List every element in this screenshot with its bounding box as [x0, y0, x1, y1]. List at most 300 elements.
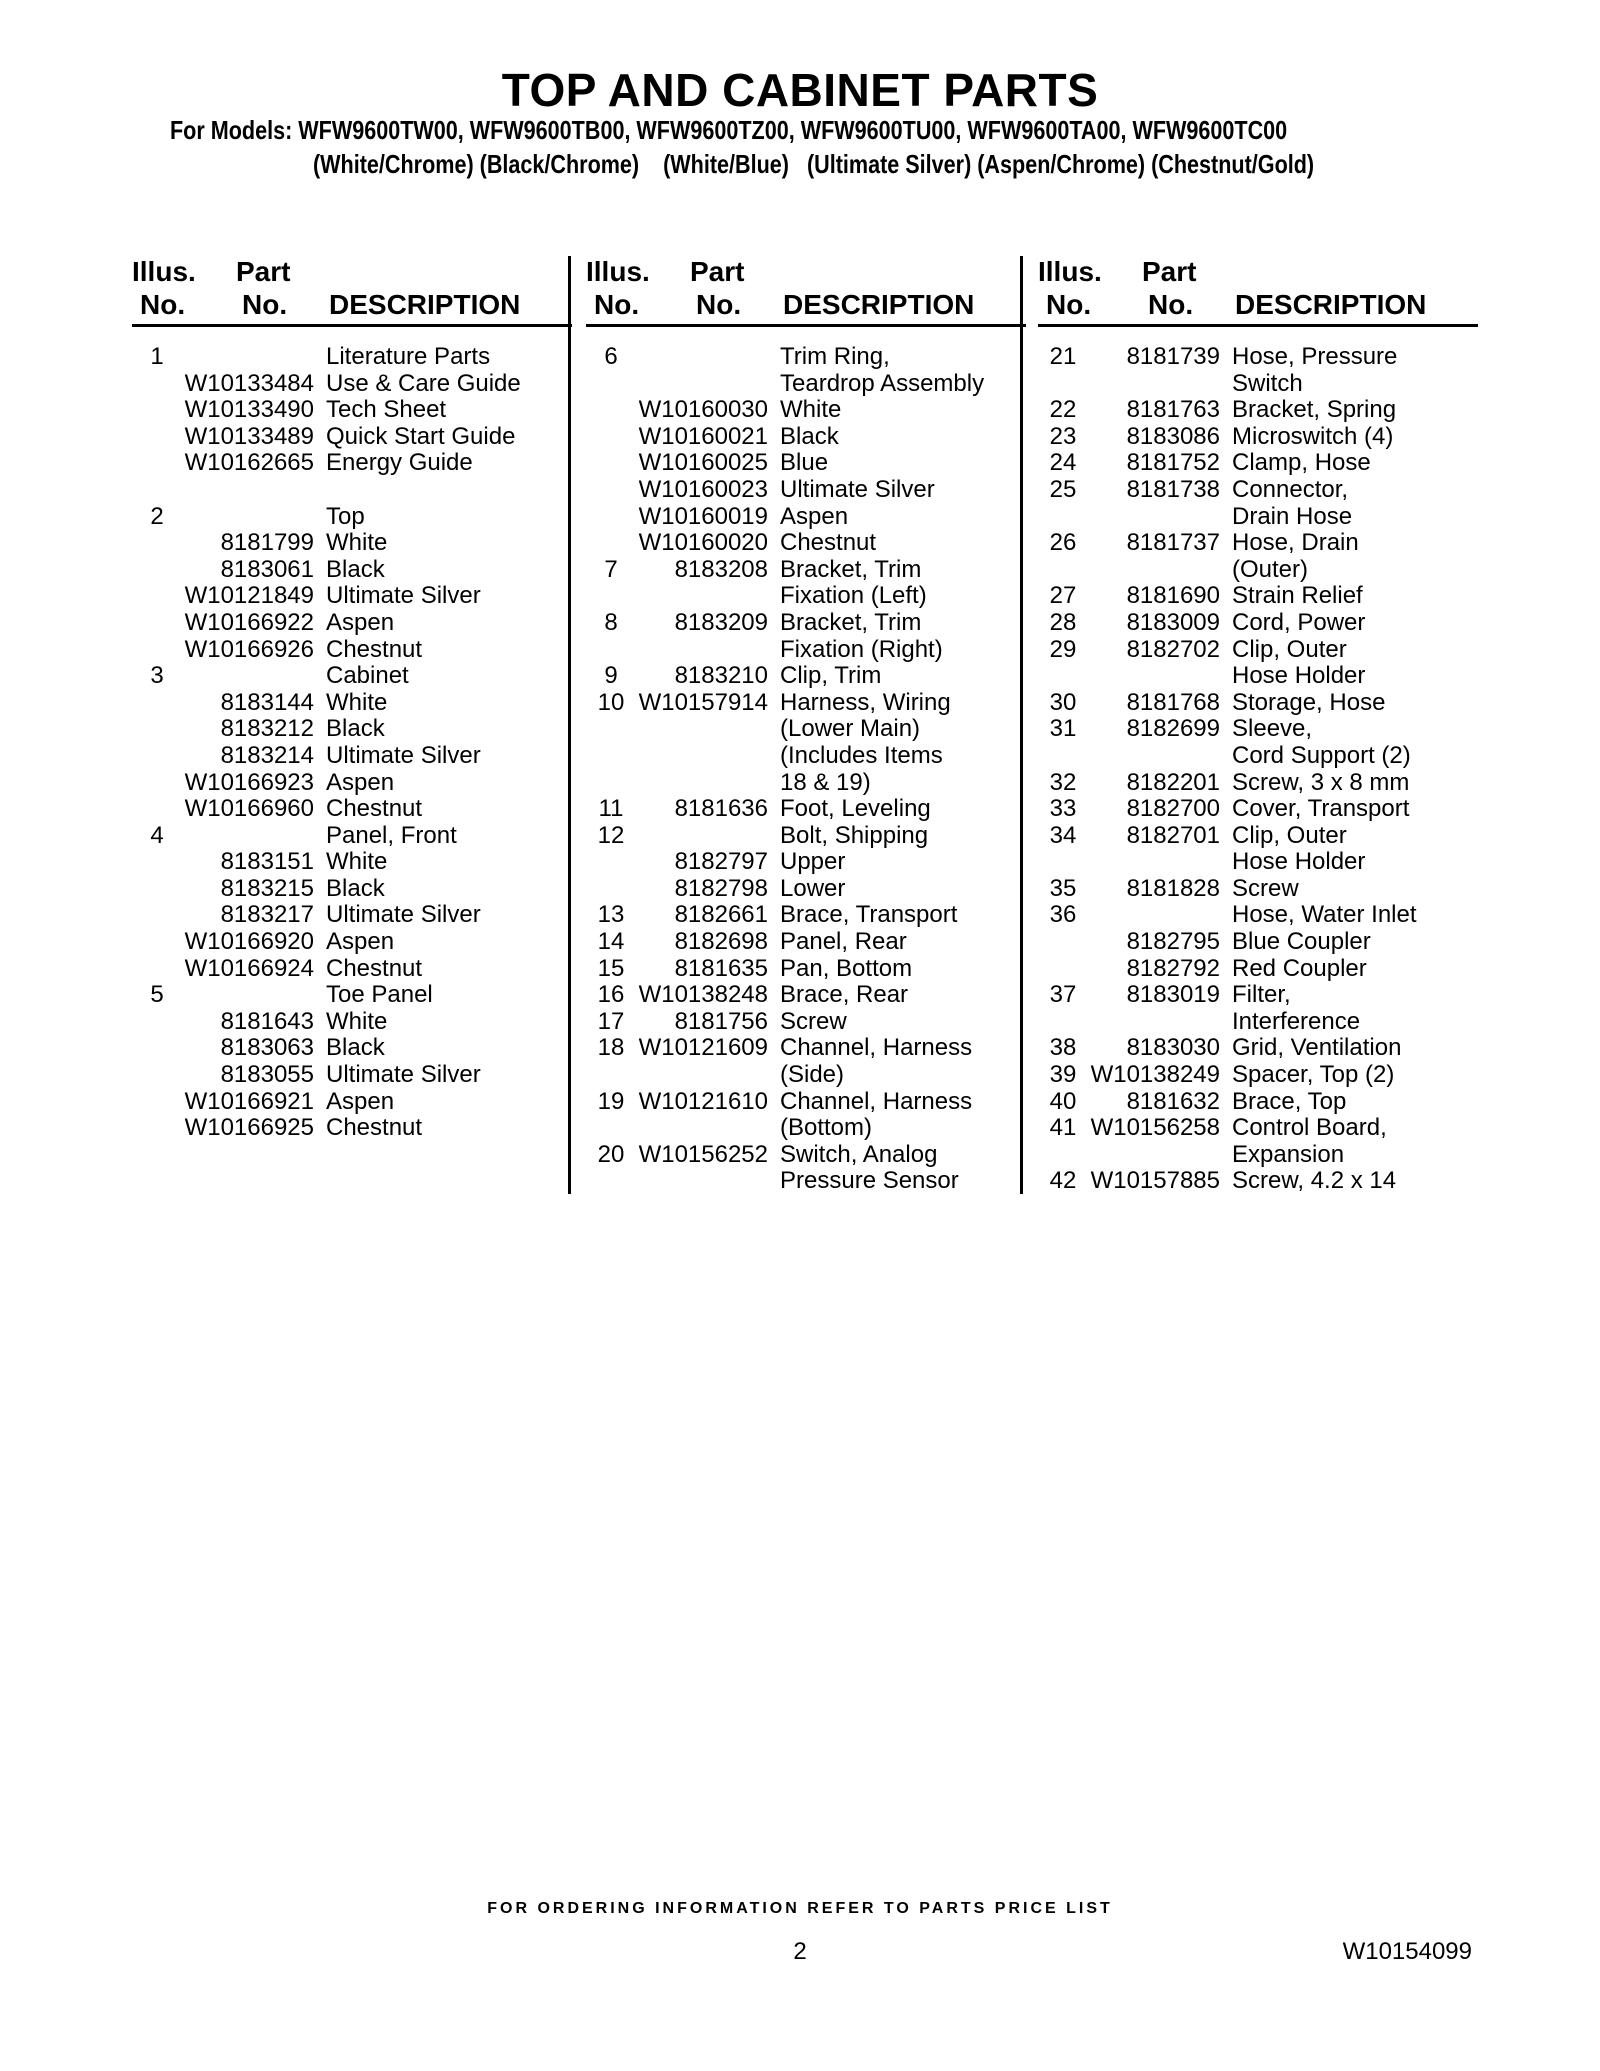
part-row	[132, 557, 572, 584]
illus-number: 2	[150, 502, 164, 530]
illus-number: 29	[1049, 635, 1077, 663]
part-row	[132, 743, 572, 770]
part-number: W10133490	[184, 396, 314, 424]
part-description: Chestnut	[326, 635, 423, 663]
part-row	[1038, 397, 1478, 424]
part-no-header: No.	[696, 289, 742, 320]
part-row	[132, 1062, 572, 1089]
part-number: 8183009	[1126, 608, 1220, 636]
part-number: W10166925	[184, 1114, 314, 1142]
parts-list	[132, 344, 572, 1142]
part-number: 8183030	[1126, 1034, 1220, 1062]
part-header: Part	[236, 256, 291, 287]
part-description: Cabinet	[326, 662, 409, 690]
part-row	[586, 1089, 1026, 1116]
illus-number: 21	[1049, 343, 1077, 370]
part-description: Microswitch (4)	[1232, 422, 1394, 450]
illus-number: 19	[597, 1087, 625, 1115]
part-description: White	[326, 848, 388, 876]
document-number: W10154099	[1342, 1938, 1472, 1965]
part-row	[132, 663, 572, 690]
part-number: W10166923	[184, 768, 314, 796]
part-description: Clip, Outer	[1232, 821, 1347, 849]
part-description: Black	[326, 874, 385, 902]
part-row	[1038, 849, 1478, 876]
part-description: Control Board,	[1232, 1114, 1387, 1142]
part-description: Black	[326, 555, 385, 583]
part-description: Foot, Leveling	[780, 795, 931, 823]
part-no-header: No.	[242, 289, 288, 320]
part-number: W10162665	[184, 449, 314, 477]
part-number: W10160023	[638, 475, 768, 503]
part-description: Black	[326, 715, 385, 743]
part-number: 8183144	[220, 688, 314, 716]
part-description: Top	[326, 502, 365, 530]
part-row	[586, 1115, 1026, 1142]
part-row	[1038, 1062, 1478, 1089]
illus-number: 10	[597, 688, 625, 716]
parts-column-3	[1038, 256, 1478, 1195]
illus-header: Illus.	[586, 256, 650, 287]
part-row	[586, 929, 1026, 956]
part-row	[1038, 1089, 1478, 1116]
part-description: Aspen	[326, 928, 395, 956]
illus-number: 30	[1049, 688, 1077, 716]
illus-no-header: No.	[594, 289, 640, 320]
part-description: Lower	[780, 874, 846, 902]
part-description: Connector,	[1232, 475, 1349, 503]
column-divider	[568, 256, 571, 1194]
part-description: Red Coupler	[1232, 954, 1367, 982]
part-number: W10133484	[184, 369, 314, 397]
part-row	[132, 956, 572, 983]
part-description: Teardrop Assembly	[780, 369, 985, 397]
part-number: W10160021	[638, 422, 768, 450]
part-description: Channel, Harness	[780, 1087, 973, 1115]
part-description: Cord, Power	[1232, 608, 1366, 636]
illus-number: 5	[150, 981, 164, 1009]
part-description: Trim Ring,	[780, 343, 890, 370]
part-row	[586, 637, 1026, 664]
part-number: 8183055	[220, 1061, 314, 1089]
part-number: W10138249	[1090, 1061, 1220, 1089]
illus-number: 16	[597, 981, 625, 1009]
part-row	[586, 716, 1026, 743]
part-number: 8183086	[1126, 422, 1220, 450]
part-description: Screw, 4.2 x 14	[1232, 1167, 1397, 1195]
illus-number: 24	[1049, 449, 1077, 477]
part-number: W10166920	[184, 928, 314, 956]
part-row	[586, 610, 1026, 637]
part-number: 8182795	[1126, 928, 1220, 956]
part-description: Ultimate Silver	[326, 1061, 481, 1089]
part-row	[132, 1009, 572, 1036]
part-description: Aspen	[780, 502, 849, 530]
part-number: 8182798	[674, 874, 768, 902]
part-number: 8182702	[1126, 635, 1220, 663]
part-description: Black	[780, 422, 839, 450]
part-description: Hose Holder	[1232, 662, 1366, 690]
part-number: W10133489	[184, 422, 314, 450]
part-row	[586, 743, 1026, 770]
illus-number: 9	[604, 662, 618, 690]
part-row	[132, 477, 572, 504]
illus-number: 17	[597, 1007, 625, 1035]
part-number: W10138248	[638, 981, 768, 1009]
illus-number: 3	[150, 662, 164, 690]
part-row	[1038, 1035, 1478, 1062]
part-row	[1038, 344, 1478, 371]
part-description: Panel, Front	[326, 821, 457, 849]
part-row	[586, 371, 1026, 398]
ordering-note: FOR ORDERING INFORMATION REFER TO PARTS PRICE LIST	[487, 1900, 1113, 1917]
part-description: Aspen	[326, 1087, 395, 1115]
part-number: W10166921	[184, 1087, 314, 1115]
part-number: W10160020	[638, 529, 768, 557]
part-number: W10166960	[184, 795, 314, 823]
part-row	[1038, 610, 1478, 637]
part-row	[586, 424, 1026, 451]
part-row	[132, 929, 572, 956]
part-description: Black	[326, 1034, 385, 1062]
illus-number: 28	[1049, 608, 1077, 636]
part-row	[1038, 929, 1478, 956]
part-row	[1038, 371, 1478, 398]
illus-number: 31	[1049, 715, 1077, 743]
part-number: 8182700	[1126, 795, 1220, 823]
part-number: W10121609	[638, 1034, 768, 1062]
part-description: Sleeve,	[1232, 715, 1313, 743]
illus-number: 8	[604, 608, 618, 636]
part-number: W10157885	[1090, 1167, 1220, 1195]
illus-number: 22	[1049, 396, 1077, 424]
illus-number: 20	[597, 1140, 625, 1168]
part-number: 8181636	[674, 795, 768, 823]
part-description: White	[326, 529, 388, 557]
illus-number: 37	[1049, 981, 1077, 1009]
part-description: Ultimate Silver	[780, 475, 935, 503]
illus-number: 14	[597, 928, 625, 956]
part-number: 8181739	[1126, 343, 1220, 370]
part-row	[132, 1089, 572, 1116]
part-description: Screw	[780, 1007, 847, 1035]
part-description: Hose, Water Inlet	[1232, 901, 1417, 929]
part-description: Bracket, Trim	[780, 555, 922, 583]
part-description: Screw, 3 x 8 mm	[1232, 768, 1410, 796]
part-row	[132, 982, 572, 1009]
illus-number: 15	[597, 954, 625, 982]
illus-number: 12	[597, 821, 625, 849]
part-description: Chestnut	[326, 1114, 423, 1142]
part-row	[132, 583, 572, 610]
part-row	[132, 424, 572, 451]
part-description: Tech Sheet	[326, 396, 447, 424]
part-description: Cord Support (2)	[1232, 741, 1411, 769]
part-description: Ultimate Silver	[326, 901, 481, 929]
part-description: Brace, Rear	[780, 981, 909, 1009]
part-row	[132, 1115, 572, 1142]
part-row	[132, 371, 572, 398]
part-number: 8181828	[1126, 874, 1220, 902]
part-description: (Side)	[780, 1061, 845, 1089]
column-header	[132, 256, 572, 327]
illus-number: 23	[1049, 422, 1077, 450]
page-title: TOP AND CABINET PARTS	[501, 64, 1099, 116]
illus-number: 39	[1049, 1061, 1077, 1089]
part-row	[1038, 770, 1478, 797]
part-number: 8183063	[220, 1034, 314, 1062]
part-number: 8183210	[674, 662, 768, 690]
illus-number: 36	[1049, 901, 1077, 929]
part-row	[1038, 1115, 1478, 1142]
part-description: Hose, Pressure	[1232, 343, 1398, 370]
description-header: DESCRIPTION	[1235, 289, 1427, 320]
part-number: 8182792	[1126, 954, 1220, 982]
part-row	[586, 770, 1026, 797]
part-row	[1038, 663, 1478, 690]
part-description: Panel, Rear	[780, 928, 907, 956]
illus-header: Illus.	[1038, 256, 1102, 287]
part-row	[132, 716, 572, 743]
part-row	[132, 796, 572, 823]
part-row	[1038, 876, 1478, 903]
part-row	[586, 504, 1026, 531]
part-row	[1038, 743, 1478, 770]
part-description: Hose, Drain	[1232, 529, 1359, 557]
part-number: 8181632	[1126, 1087, 1220, 1115]
part-row	[586, 397, 1026, 424]
part-description: Clip, Trim	[780, 662, 882, 690]
part-row	[1038, 956, 1478, 983]
part-description: Chestnut	[326, 795, 423, 823]
illus-number: 6	[604, 343, 618, 370]
illus-number: 27	[1049, 582, 1077, 610]
part-row	[586, 1168, 1026, 1195]
part-description: Storage, Hose	[1232, 688, 1386, 716]
description-header: DESCRIPTION	[329, 289, 521, 320]
part-row	[586, 902, 1026, 929]
part-number: W10166922	[184, 608, 314, 636]
part-row	[132, 397, 572, 424]
column-divider	[1020, 256, 1023, 1194]
part-row	[132, 849, 572, 876]
part-description: Literature Parts	[326, 343, 491, 370]
part-description: Clamp, Hose	[1232, 449, 1371, 477]
part-description: Blue Coupler	[1232, 928, 1371, 956]
part-description: Hose Holder	[1232, 848, 1366, 876]
part-row	[132, 902, 572, 929]
part-description: Ultimate Silver	[326, 741, 481, 769]
part-description: Brace, Top	[1232, 1087, 1347, 1115]
part-number: 8181768	[1126, 688, 1220, 716]
illus-number: 41	[1049, 1114, 1077, 1142]
part-description: Spacer, Top (2)	[1232, 1061, 1395, 1089]
illus-number: 25	[1049, 475, 1077, 503]
part-number: 8183214	[220, 741, 314, 769]
illus-number: 7	[604, 555, 618, 583]
part-row	[1038, 530, 1478, 557]
part-row	[1038, 1168, 1478, 1195]
colors-line: (White/Chrome) (Black/Chrome) (White/Blue) (Ultimate Silver) (Aspen/Chrome) (Chestnut/Gold)	[313, 149, 1315, 179]
part-row	[586, 876, 1026, 903]
part-row	[132, 637, 572, 664]
part-row	[1038, 902, 1478, 929]
part-description: Grid, Ventilation	[1232, 1034, 1402, 1062]
part-number: W10166924	[184, 954, 314, 982]
part-row	[1038, 477, 1478, 504]
part-number: 8181752	[1126, 449, 1220, 477]
part-number: 8181763	[1126, 396, 1220, 424]
part-description: White	[326, 1007, 388, 1035]
part-number: 8183061	[220, 555, 314, 583]
part-number: W10121610	[638, 1087, 768, 1115]
part-row	[586, 796, 1026, 823]
part-row	[132, 504, 572, 531]
part-row	[1038, 690, 1478, 717]
part-row	[586, 450, 1026, 477]
illus-no-header: No.	[140, 289, 186, 320]
part-row	[586, 344, 1026, 371]
part-description: Pan, Bottom	[780, 954, 913, 982]
part-description: Expansion	[1232, 1140, 1345, 1168]
part-description: Bracket, Trim	[780, 608, 922, 636]
part-description: Blue	[780, 449, 829, 477]
part-row	[1038, 557, 1478, 584]
part-row	[132, 690, 572, 717]
part-row	[586, 583, 1026, 610]
part-number: 8181643	[220, 1007, 314, 1035]
part-number: W10156258	[1090, 1114, 1220, 1142]
part-number: 8182661	[674, 901, 768, 929]
part-description: Fixation (Left)	[780, 582, 927, 610]
part-row	[586, 530, 1026, 557]
part-row	[132, 344, 572, 371]
part-number: W10157914	[638, 688, 768, 716]
part-description: (Lower Main)	[780, 715, 921, 743]
part-description: (Bottom)	[780, 1114, 873, 1142]
part-number: W10160019	[638, 502, 768, 530]
part-description: Filter,	[1232, 981, 1291, 1009]
part-description: Switch	[1232, 369, 1303, 397]
part-number: 8183212	[220, 715, 314, 743]
part-description: 18 & 19)	[780, 768, 871, 796]
parts-column-1	[132, 256, 572, 1142]
part-description: White	[326, 688, 388, 716]
part-description: Ultimate Silver	[326, 582, 481, 610]
part-description: (Includes Items	[780, 741, 943, 769]
part-number: 8182797	[674, 848, 768, 876]
part-row	[1038, 424, 1478, 451]
part-description: Aspen	[326, 608, 395, 636]
parts-list	[1038, 344, 1478, 1195]
part-description: Energy Guide	[326, 449, 473, 477]
part-row	[586, 1142, 1026, 1169]
part-row	[132, 876, 572, 903]
part-description: Harness, Wiring	[780, 688, 951, 716]
part-number: 8183151	[220, 848, 314, 876]
part-row	[586, 477, 1026, 504]
part-number: 8182701	[1126, 821, 1220, 849]
part-description: Brace, Transport	[780, 901, 958, 929]
part-row	[1038, 583, 1478, 610]
illus-number: 32	[1049, 768, 1077, 796]
part-number: 8183215	[220, 874, 314, 902]
part-number: 8183217	[220, 901, 314, 929]
part-row	[132, 1035, 572, 1062]
part-row	[586, 690, 1026, 717]
part-number: 8182201	[1126, 768, 1220, 796]
part-description: Strain Relief	[1232, 582, 1363, 610]
part-row	[1038, 504, 1478, 531]
part-row	[586, 1062, 1026, 1089]
part-description: Channel, Harness	[780, 1034, 973, 1062]
part-row	[1038, 796, 1478, 823]
part-row	[586, 823, 1026, 850]
part-number: 8183019	[1126, 981, 1220, 1009]
part-row	[132, 610, 572, 637]
part-description: (Outer)	[1232, 555, 1309, 583]
part-description: Quick Start Guide	[326, 422, 516, 450]
illus-number: 4	[150, 821, 164, 849]
part-number: 8181635	[674, 954, 768, 982]
part-row	[1038, 1142, 1478, 1169]
illus-number: 18	[597, 1034, 625, 1062]
part-number: 8181799	[220, 529, 314, 557]
part-description: Toe Panel	[326, 981, 433, 1009]
part-description: Switch, Analog	[780, 1140, 938, 1168]
column-header	[1038, 256, 1478, 327]
part-number: W10160025	[638, 449, 768, 477]
description-header: DESCRIPTION	[783, 289, 975, 320]
part-row	[132, 530, 572, 557]
part-number: 8182698	[674, 928, 768, 956]
part-description: Bolt, Shipping	[780, 821, 929, 849]
illus-no-header: No.	[1046, 289, 1092, 320]
part-row	[586, 557, 1026, 584]
column-header	[586, 256, 1026, 327]
part-number: 8181690	[1126, 582, 1220, 610]
part-row	[132, 823, 572, 850]
illus-number: 26	[1049, 529, 1077, 557]
illus-number: 35	[1049, 874, 1077, 902]
parts-list	[586, 344, 1026, 1195]
illus-number: 40	[1049, 1087, 1077, 1115]
part-number: 8182699	[1126, 715, 1220, 743]
part-row	[1038, 982, 1478, 1009]
part-header: Part	[690, 256, 745, 287]
part-description: Fixation (Right)	[780, 635, 943, 663]
part-row	[1038, 823, 1478, 850]
illus-number: 13	[597, 901, 625, 929]
part-number: 8183209	[674, 608, 768, 636]
part-description: White	[780, 396, 842, 424]
part-number: W10160030	[638, 396, 768, 424]
part-row	[586, 849, 1026, 876]
parts-column-2	[586, 256, 1026, 1195]
part-number: W10166926	[184, 635, 314, 663]
part-description: Use & Care Guide	[326, 369, 521, 397]
part-row	[586, 1035, 1026, 1062]
part-description: Bracket, Spring	[1232, 396, 1397, 424]
part-description: Chestnut	[326, 954, 423, 982]
illus-number: 11	[598, 795, 624, 823]
part-description: Upper	[780, 848, 846, 876]
part-row	[132, 450, 572, 477]
part-row	[586, 663, 1026, 690]
models-line: For Models: WFW9600TW00, WFW9600TB00, WFW9600TZ00, WFW9600TU00, WFW9600TA00, WFW9600TC00	[170, 115, 1288, 145]
part-number: 8181737	[1126, 529, 1220, 557]
illus-number: 1	[150, 343, 164, 370]
